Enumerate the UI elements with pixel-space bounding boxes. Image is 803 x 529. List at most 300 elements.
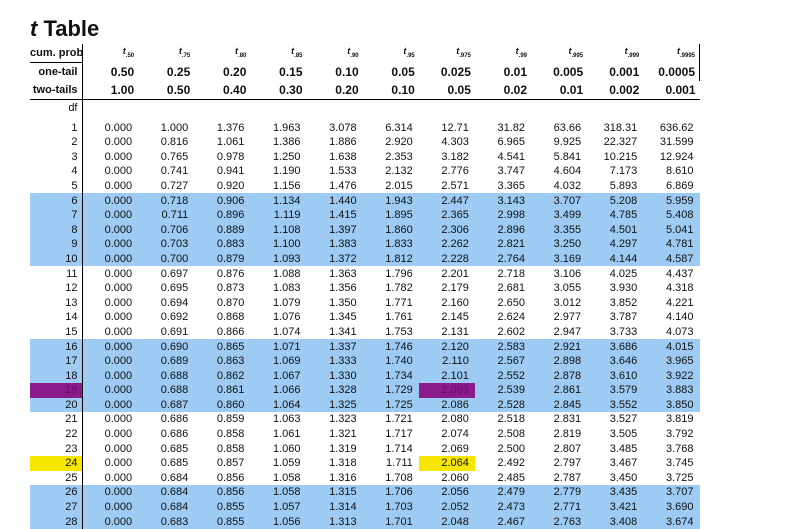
table-cell: 3.421 [587,500,643,515]
table-cell: 2.080 [441,413,469,426]
table-cell: 1.753 [385,325,413,338]
table-cell: 2.787 [553,471,582,484]
t-symbol: t [456,46,460,56]
table-cell: 3.707 [643,485,699,500]
table-cell: 1.746 [363,339,419,354]
t-symbol: t [291,46,295,56]
table-row [30,514,700,529]
table-cell: 3.106 [553,267,582,280]
table-row [30,222,700,237]
table-cell: 0.856 [216,471,245,484]
table-cell: 0.858 [216,442,245,455]
table-cell: 0.889 [194,222,250,237]
table-cell: 4.015 [643,339,699,354]
t-symbol: t [178,46,182,56]
table-cell: 1.061 [216,136,245,149]
table-cell: 1.963 [272,121,301,134]
table-cell: 636.62 [659,121,694,134]
table-cell: 1.069 [250,354,306,369]
quantile-subscript: .99 [518,52,527,59]
table-cell: 0.868 [216,311,245,324]
table-cell: 2.947 [553,325,582,338]
empty-cell [475,100,531,115]
table-cell: 1.083 [272,282,301,295]
empty-cell [587,100,643,115]
quantile-subscript: .80 [238,52,247,59]
table-cell: 0.727 [160,179,189,192]
df-cell: 24 [30,456,82,471]
table-cell: 2.101 [419,368,475,383]
empty-cell [643,100,699,115]
one-tail-value: 0.01 [503,65,527,80]
table-cell: 1.318 [329,457,357,470]
table-cell: 0.858 [216,428,245,441]
table-cell: 0.741 [160,165,189,178]
empty-cell [82,100,138,115]
table-cell: 1.833 [363,237,419,252]
table-cell: 3.792 [665,428,694,441]
quantile-subscript: .50 [125,52,135,59]
empty-cell [307,100,363,115]
table-cell: 2.583 [475,339,531,354]
t-symbol: t [235,46,239,56]
table-cell: 3.850 [643,398,699,413]
table-cell: 1.376 [216,121,245,134]
table-cell: 3.078 [329,121,357,134]
table-cell: 3.012 [553,296,582,309]
two-tails-value: 0.20 [307,81,363,100]
df-cell: 2 [30,135,82,150]
table-cell: 3.965 [643,354,699,369]
table-cell: 2.807 [553,442,582,455]
table-cell: 2.998 [475,208,531,223]
header-row-one-tail [30,63,700,82]
table-cell: 0.000 [104,165,133,178]
table-cell: 2.861 [531,383,587,398]
table-cell: 0.690 [138,339,194,354]
table-cell: 2.681 [497,282,525,295]
table-cell: 1.319 [329,442,357,455]
table-cell: 1.076 [272,311,301,324]
table-cell: 0.000 [104,121,133,134]
table-cell: 4.318 [665,282,694,295]
table-row [30,412,700,427]
table-cell: 1.156 [272,179,301,192]
table-cell: 12.924 [659,150,694,163]
table-cell: 0.684 [138,485,194,500]
table-cell: 0.689 [138,354,194,369]
table-cell: 3.674 [643,514,699,529]
table-cell: 0.685 [160,457,189,470]
table-cell: 0.683 [138,514,194,529]
table-cell: 1.345 [329,311,357,324]
table-cell: 7.173 [609,165,638,178]
table-cell: 31.82 [497,121,525,134]
table-cell: 5.959 [643,193,699,208]
t-symbol: t [676,46,680,56]
table-cell: 2.821 [475,237,531,252]
table-cell: 0.866 [216,325,245,338]
table-cell: 1.386 [272,136,301,149]
table-cell: 2.485 [497,471,525,484]
table-cell: 1.761 [385,311,413,324]
table-cell: 1.711 [386,457,413,470]
table-cell: 1.782 [385,282,413,295]
table-cell: 1.057 [250,500,306,515]
two-tails-value: 0.10 [363,81,419,100]
table-cell: 3.505 [609,428,638,441]
df-cell: 14 [30,310,82,325]
table-cell: 1.533 [329,165,357,178]
table-cell: 0.000 [82,222,138,237]
table-cell: 4.144 [587,252,643,267]
table-cell: 1.701 [363,514,419,529]
table-cell: 6.869 [665,179,694,192]
t-distribution-table [30,44,700,529]
page-title: t Table [30,16,100,41]
df-cell: 13 [30,295,82,310]
two-tails-value: 0.50 [138,81,194,100]
table-row [30,237,700,252]
table-cell: 0.684 [138,500,194,515]
table-cell: 1.063 [272,413,301,426]
df-label: df [30,100,82,115]
table-cell: 2.508 [497,428,525,441]
table-cell: 3.450 [609,471,638,484]
empty-cell [531,100,587,115]
table-cell: 0.697 [160,267,189,280]
table-cell: 1.088 [272,267,301,280]
table-cell: 1.397 [307,222,363,237]
table-cell: 3.055 [553,282,582,295]
two-tails-value: 0.002 [587,81,643,100]
table-cell: 2.797 [553,457,582,470]
table-cell: 5.841 [553,150,582,163]
table-cell: 2.132 [385,165,413,178]
table-cell: 0.865 [194,339,250,354]
table-cell: 0.000 [82,354,138,369]
t-symbol: t [515,46,519,56]
table-cell: 0.000 [82,208,138,223]
table-cell: 4.297 [587,237,643,252]
table-cell: 1.796 [385,267,413,280]
table-cell: 2.056 [419,485,475,500]
table-cell: 2.353 [385,150,413,163]
table-cell: 2.518 [497,413,525,426]
table-cell: 2.110 [419,354,475,369]
table-cell: 3.819 [665,413,694,426]
table-cell: 2.306 [419,222,475,237]
table-cell: 2.571 [441,179,469,192]
table-cell: 0.694 [160,296,189,309]
table-cell: 1.323 [329,413,357,426]
table-cell: 5.408 [643,208,699,223]
table-cell: 5.893 [609,179,638,192]
df-cell: 16 [30,339,82,354]
table-cell: 2.771 [531,500,587,515]
table-cell: 0.000 [104,136,133,149]
table-cell: 3.725 [665,471,694,484]
table-cell: 0.000 [104,179,133,192]
table-cell: 10.215 [603,150,638,163]
table-cell: 3.745 [665,457,694,470]
table-cell: 0.684 [160,471,189,484]
df-cell: 15 [30,325,82,340]
table-cell: 2.093 [419,383,475,398]
table-cell: 0.687 [138,398,194,413]
table-cell: 2.602 [497,325,525,338]
table-cell: 0.978 [216,150,245,163]
table-cell: 1.721 [385,413,413,426]
table-cell: 31.599 [659,136,694,149]
df-cell: 23 [30,441,82,456]
table-cell: 0.883 [194,237,250,252]
table-row [30,164,700,179]
table-cell: 0.870 [216,296,245,309]
table-cell: 0.000 [82,339,138,354]
column-header-quantile [363,44,419,63]
df-cell: 26 [30,485,82,500]
table-row [30,310,700,325]
table-cell: 0.000 [82,383,138,398]
table-cell: 4.587 [643,252,699,267]
table-cell: 0.000 [104,413,133,426]
table-cell: 1.740 [363,354,419,369]
column-header-quantile [531,44,587,63]
table-cell: 0.000 [82,514,138,529]
column-header-quantile [194,44,250,63]
one-tail-value: 0.005 [553,65,584,80]
table-cell: 1.703 [363,500,419,515]
one-tail-value: 0.05 [391,65,415,80]
table-cell: 0.700 [138,252,194,267]
table-row [30,115,700,135]
table-cell: 1.771 [385,296,413,309]
df-cell: 17 [30,354,82,369]
table-cell: 0.860 [194,398,250,413]
table-cell: 3.579 [587,383,643,398]
table-row [30,500,700,515]
table-cell: 2.120 [419,339,475,354]
table-cell: 8.610 [665,165,694,178]
table-cell: 0.688 [138,368,194,383]
table-cell: 3.182 [441,150,469,163]
table-cell: 2.069 [441,442,469,455]
table-cell: 0.000 [104,325,133,338]
t-symbol: t [624,46,628,56]
table-cell: 3.355 [531,222,587,237]
table-cell: 1.313 [307,514,363,529]
table-cell: 3.852 [609,296,638,309]
quantile-subscript: .90 [350,52,359,59]
table-cell: 1.066 [250,383,306,398]
table-cell: 0.703 [138,237,194,252]
table-cell: 3.686 [587,339,643,354]
table-cell: 3.527 [609,413,638,426]
table-cell: 0.000 [104,150,133,163]
df-cell: 18 [30,368,82,383]
table-cell: 1.315 [307,485,363,500]
table-cell: 2.015 [385,179,413,192]
table-cell: 2.492 [497,457,525,470]
table-cell: 1.337 [307,339,363,354]
table-cell: 2.718 [497,267,525,280]
table-cell: 1.325 [307,398,363,413]
table-cell: 2.776 [441,165,469,178]
table-cell: 0.000 [104,311,133,324]
table-cell: 0.863 [194,354,250,369]
table-cell: 0.000 [82,500,138,515]
table-cell: 1.333 [307,354,363,369]
table-cell: 0.000 [82,485,138,500]
two-tails-value: 0.02 [475,81,531,100]
table-row [30,339,700,354]
table-cell: 1.725 [363,398,419,413]
column-header-quantile [250,44,306,63]
table-cell: 2.831 [553,413,582,426]
table-cell: 0.000 [82,368,138,383]
table-cell: 3.768 [665,442,694,455]
table-cell: 2.878 [531,368,587,383]
table-cell: 2.086 [419,398,475,413]
table-cell: 1.079 [272,296,301,309]
table-cell: 0.861 [194,383,250,398]
table-cell: 2.228 [419,252,475,267]
table-cell: 1.119 [250,208,306,223]
one-tail-value: 0.25 [166,65,191,80]
table-cell: 2.763 [531,514,587,529]
table-cell: 3.552 [587,398,643,413]
two-tails-label: two-tails [30,81,82,100]
table-cell: 0.686 [160,428,189,441]
column-header-quantile [138,44,194,63]
table-cell: 1.314 [307,500,363,515]
table-cell: 0.857 [216,457,245,470]
table-cell: 2.201 [441,267,469,280]
table-row [30,398,700,413]
two-tails-value: 1.00 [82,81,138,100]
table-cell: 3.435 [587,485,643,500]
table-row [30,325,700,340]
table-cell: 4.025 [609,267,638,280]
table-cell: 0.000 [104,457,133,470]
table-cell: 1.717 [385,428,413,441]
df-cell: 12 [30,281,82,296]
table-cell: 0.000 [82,193,138,208]
table-cell: 0.692 [160,311,189,324]
quantile-subscript: .999 [627,52,640,59]
table-cell: 63.66 [553,121,582,134]
df-cell: 10 [30,252,82,267]
table-cell: 0.859 [216,413,245,426]
table-cell: 2.179 [441,282,469,295]
table-cell: 1.812 [363,252,419,267]
table-cell: 1.734 [363,368,419,383]
table-cell: 3.787 [609,311,638,324]
table-cell: 2.539 [475,383,531,398]
table-cell: 0.000 [82,398,138,413]
table-cell: 6.965 [497,136,525,149]
table-cell: 1.059 [272,457,301,470]
table-row [30,485,700,500]
column-header-quantile [587,44,643,63]
table-cell: 2.048 [419,514,475,529]
table-cell: 0.000 [104,296,133,309]
table-cell: 2.567 [475,354,531,369]
table-cell: 2.145 [441,311,469,324]
table-cell: 1.190 [272,165,301,178]
table-cell: 3.250 [531,237,587,252]
table-cell: 2.074 [441,428,469,441]
table-cell: 3.733 [609,325,638,338]
one-tail-value: 0.15 [279,65,303,80]
table-cell: 1.056 [250,514,306,529]
table-cell: 2.365 [419,208,475,223]
t-symbol: t [568,46,572,56]
table-row [30,252,700,267]
column-header-quantile [643,44,699,63]
table-cell: 1.638 [329,150,357,163]
df-cell: 19 [30,383,82,398]
table-cell: 0.718 [138,193,194,208]
empty-cell [194,100,250,115]
table-cell: 2.131 [441,325,469,338]
table-cell: 4.140 [665,311,694,324]
table-cell: 1.350 [329,296,357,309]
table-row [30,471,700,486]
table-cell: 4.785 [587,208,643,223]
table-cell: 0.862 [194,368,250,383]
table-cell: 0.000 [104,267,133,280]
table-cell: 2.160 [441,296,469,309]
empty-cell [138,100,194,115]
df-cell: 8 [30,222,82,237]
df-cell: 21 [30,412,82,427]
table-cell: 0.711 [138,208,194,223]
table-cell: 1.895 [363,208,419,223]
table-cell: 1.729 [363,383,419,398]
table-cell: 12.71 [441,121,469,134]
table-cell: 1.330 [307,368,363,383]
one-tail-value: 0.0005 [643,63,699,82]
one-tail-value: 0.20 [223,65,247,80]
table-cell: 0.000 [104,428,133,441]
table-cell: 1.383 [307,237,363,252]
df-cell: 28 [30,514,82,529]
table-cell: 2.528 [475,398,531,413]
table-cell: 2.447 [419,193,475,208]
two-tails-value: 0.30 [250,81,306,100]
table-cell: 6.314 [385,121,413,134]
table-cell: 0.000 [82,237,138,252]
table-cell: 3.169 [531,252,587,267]
one-tail-value: 0.001 [609,65,640,80]
table-cell: 0.856 [194,485,250,500]
df-label-row [30,100,700,115]
table-cell: 1.250 [272,150,301,163]
table-row [30,368,700,383]
table-cell: 3.707 [531,193,587,208]
empty-cell [250,100,306,115]
one-tail-value: 0.10 [335,65,359,80]
table-cell: 1.071 [250,339,306,354]
table-cell: 3.690 [643,500,699,515]
table-cell: 1.093 [250,252,306,267]
table-cell: 2.552 [475,368,531,383]
table-cell: 0.688 [138,383,194,398]
table-cell: 4.781 [643,237,699,252]
table-cell: 4.303 [441,136,469,149]
